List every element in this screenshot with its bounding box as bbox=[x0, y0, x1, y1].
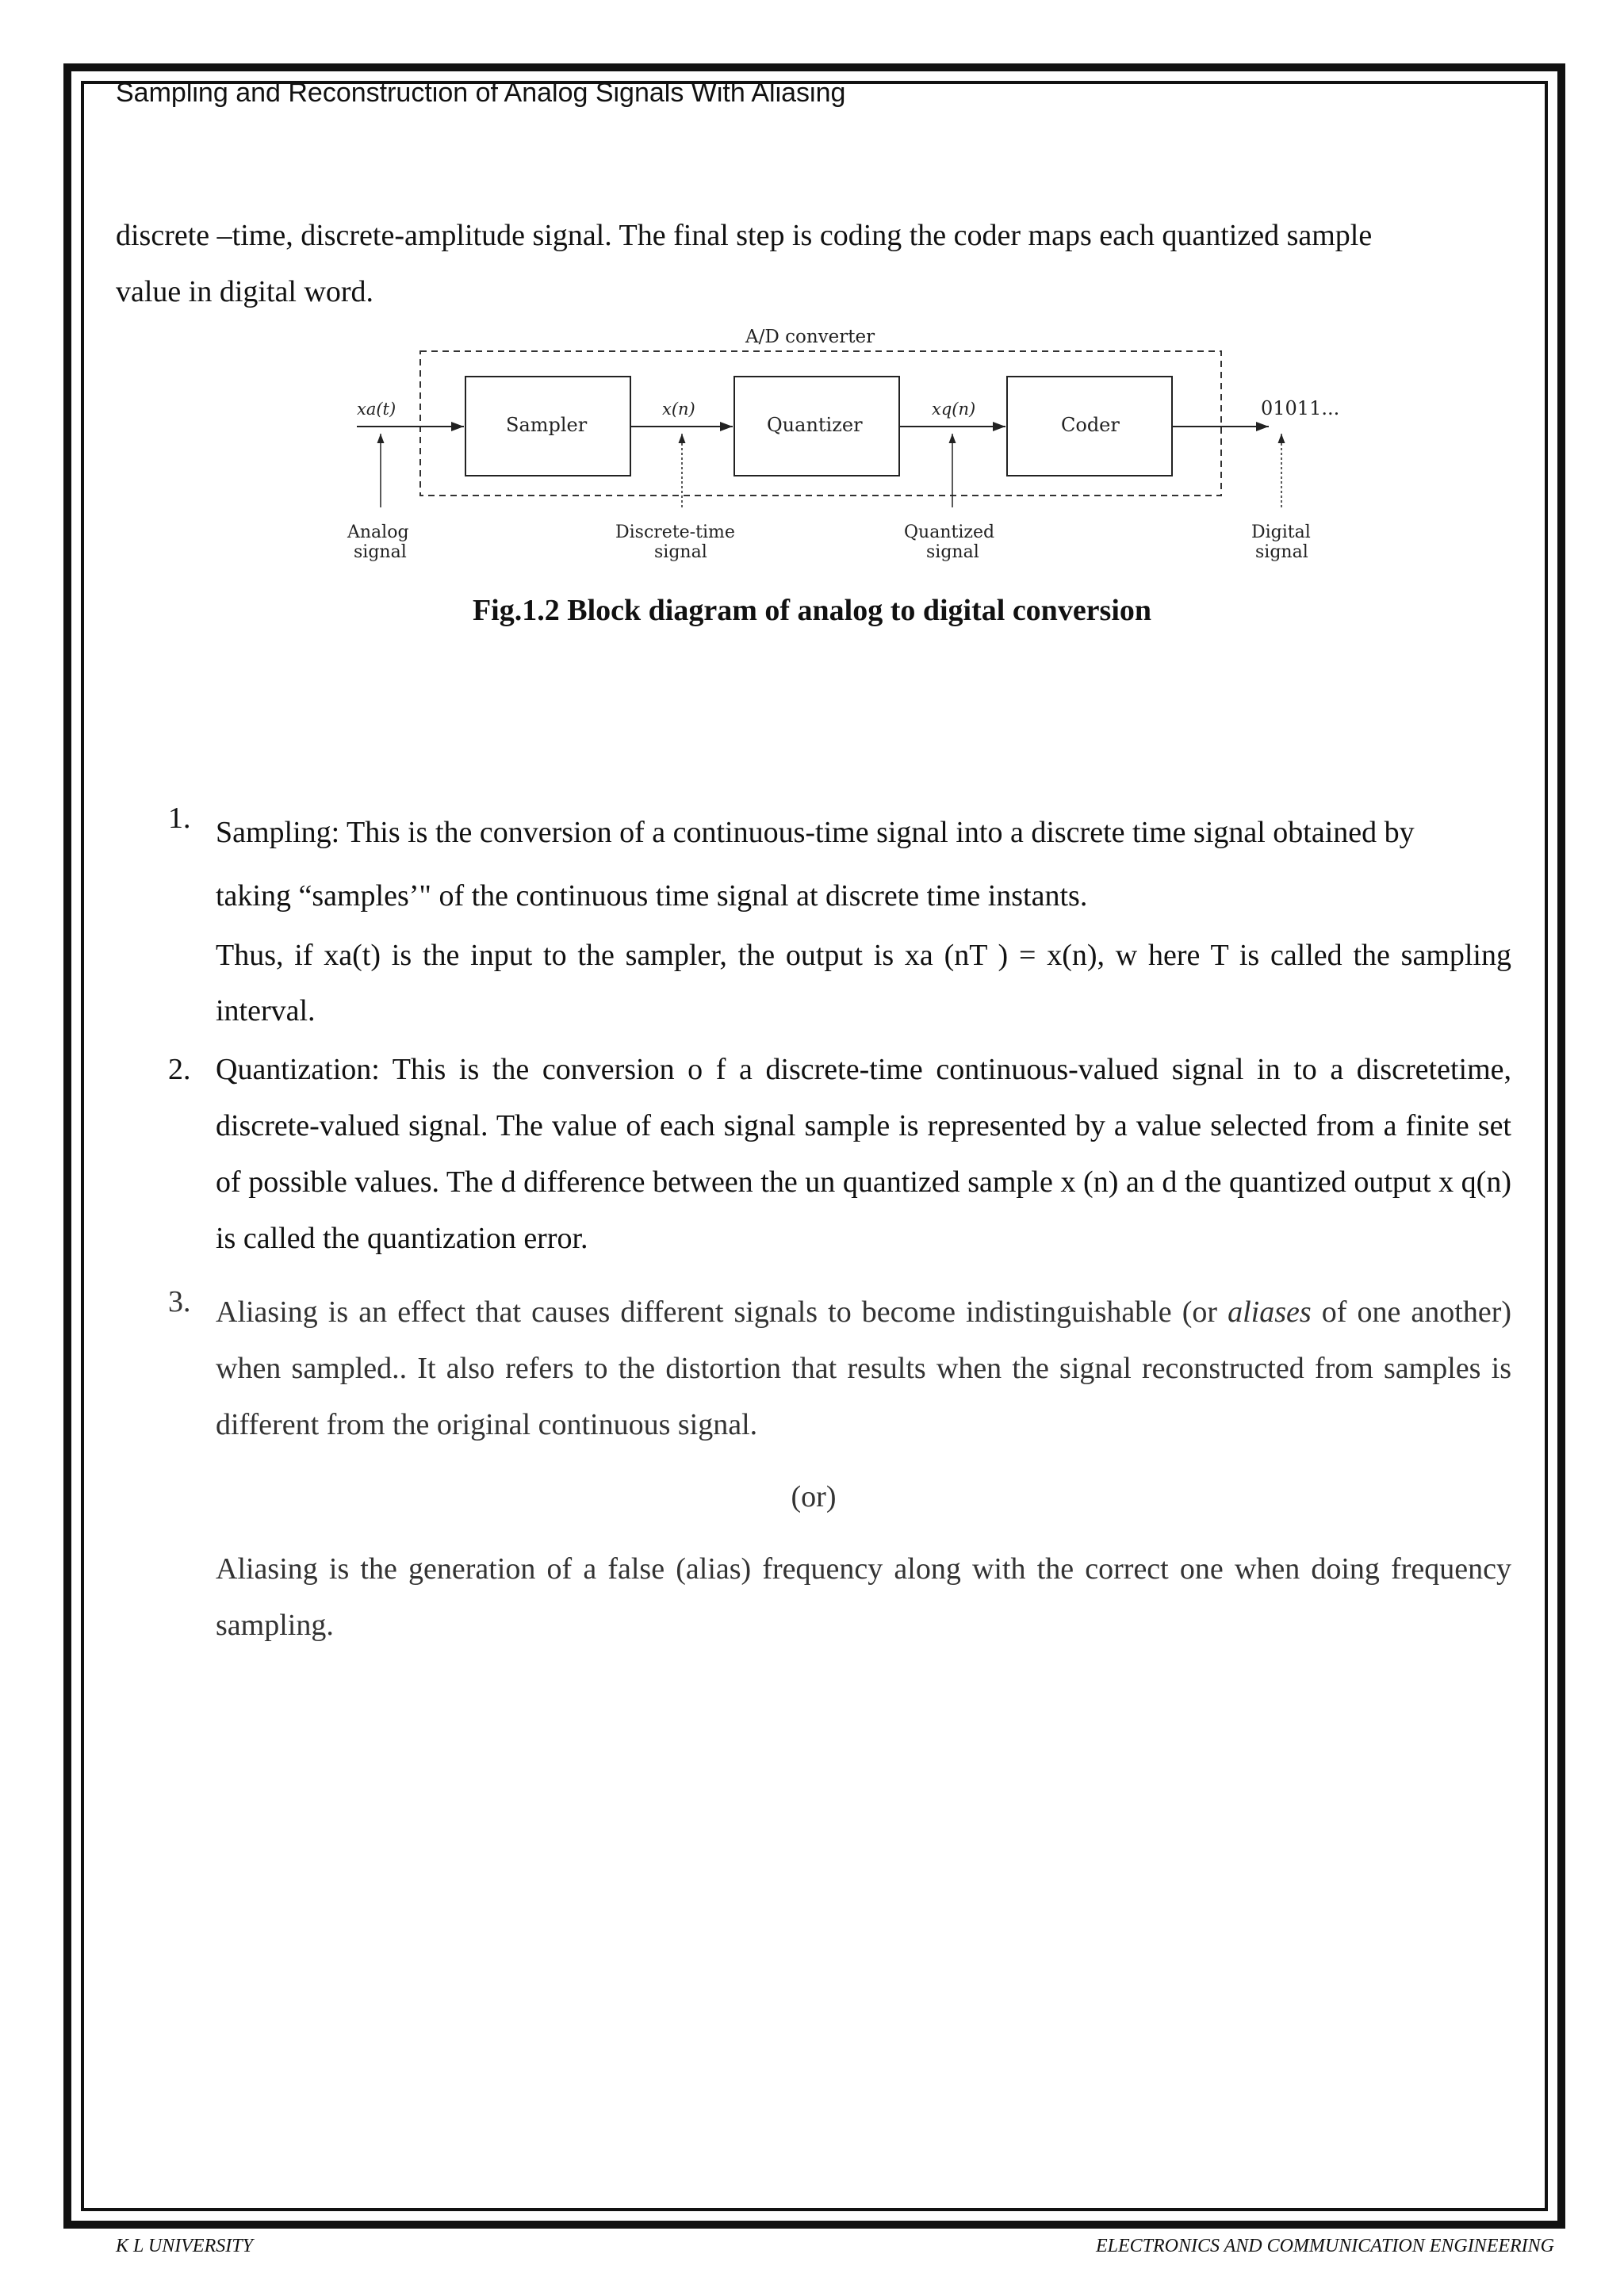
list-item-sampling bbox=[116, 801, 1511, 1039]
digital-signal-label-1: Digital bbox=[1251, 522, 1311, 542]
quantizer-label: Quantizer bbox=[767, 414, 863, 436]
analog-signal-label-1: Analog bbox=[347, 522, 409, 542]
figure-caption: Fig.1.2 Block diagram of analog to digital conversion bbox=[472, 594, 1152, 627]
list-number: 1. bbox=[168, 802, 191, 835]
aliasing-text bbox=[216, 1284, 1511, 1453]
footer-university: K L UNIVERSITY bbox=[116, 2236, 253, 2256]
quantizer-output-var-label: xq(n) bbox=[932, 400, 976, 419]
aliasing-text-italic: aliases bbox=[1228, 1295, 1312, 1329]
discrete-time-signal-label-2: signal bbox=[654, 542, 707, 562]
digital-signal-label-2: signal bbox=[1255, 542, 1308, 562]
aliasing-text-after: of one another) when sampled.. It also refers to the distortion that results when the signal reconstructed from samples is different from the original continuous signal. bbox=[216, 1295, 1511, 1441]
sampling-line-2: taking “samples’" of the continuous time signal at discrete time instants. bbox=[216, 879, 1088, 913]
list-number: 2. bbox=[168, 1053, 191, 1086]
intro-paragraph bbox=[116, 208, 1513, 320]
definitions-list bbox=[116, 801, 1511, 1654]
sampling-line-1: Sampling: This is the conversion of a continuous-time signal into a discrete time signal obtained by bbox=[216, 816, 1415, 849]
quantized-signal-label-1: Quantized bbox=[904, 522, 995, 542]
input-var-label: xa(t) bbox=[357, 400, 396, 419]
sampler-output-var-label: x(n) bbox=[662, 400, 695, 419]
intro-line-2: value in digital word. bbox=[116, 275, 374, 308]
list-number: 3. bbox=[168, 1285, 191, 1318]
coder-label: Coder bbox=[1061, 414, 1120, 436]
aliasing-definition: Aliasing is the generation of a false (alias) frequency along with the correct one when doing frequency sampling. bbox=[216, 1552, 1511, 1642]
sampling-sub-paragraph: Thus, if xa(t) is the input to the sampler, the output is xa (nT ) = x(n), w here T is called the sampling interval. bbox=[216, 939, 1511, 1027]
or-separator: (or) bbox=[791, 1480, 837, 1513]
sampler-label: Sampler bbox=[506, 414, 588, 436]
quantization-text: Quantization: This is the conversion o f a discrete-time continuous-valued signal in to a discretetime, discrete-valued signal. The value of each signal sample is represented by a value selected from a finite set of possible values. The d difference between the un quantized sample x (n) an d the quantized output x q(n) is called the quantization error. bbox=[216, 1053, 1511, 1255]
aliasing-text-before: Aliasing is an effect that causes different signals to become indistinguishable (or bbox=[216, 1295, 1228, 1329]
ad-converter-block-diagram bbox=[333, 321, 1364, 591]
list-item-aliasing bbox=[116, 1284, 1511, 1654]
footer-department: ELECTRONICS AND COMMUNICATION ENGINEERING bbox=[1095, 2236, 1554, 2256]
quantized-signal-label-2: signal bbox=[926, 542, 979, 562]
analog-signal-label-2: signal bbox=[354, 542, 407, 562]
digital-output-bits: 01011... bbox=[1261, 397, 1340, 419]
list-item-quantization bbox=[116, 1042, 1511, 1267]
page-header-title: Sampling and Reconstruction of Analog Signals With Aliasing bbox=[116, 78, 846, 108]
discrete-time-signal-label-1: Discrete-time bbox=[615, 522, 735, 542]
intro-line-1: discrete –time, discrete-amplitude signal. The final step is coding the coder maps each quantized sample bbox=[116, 219, 1373, 252]
ad-converter-label: A/D converter bbox=[745, 327, 875, 347]
